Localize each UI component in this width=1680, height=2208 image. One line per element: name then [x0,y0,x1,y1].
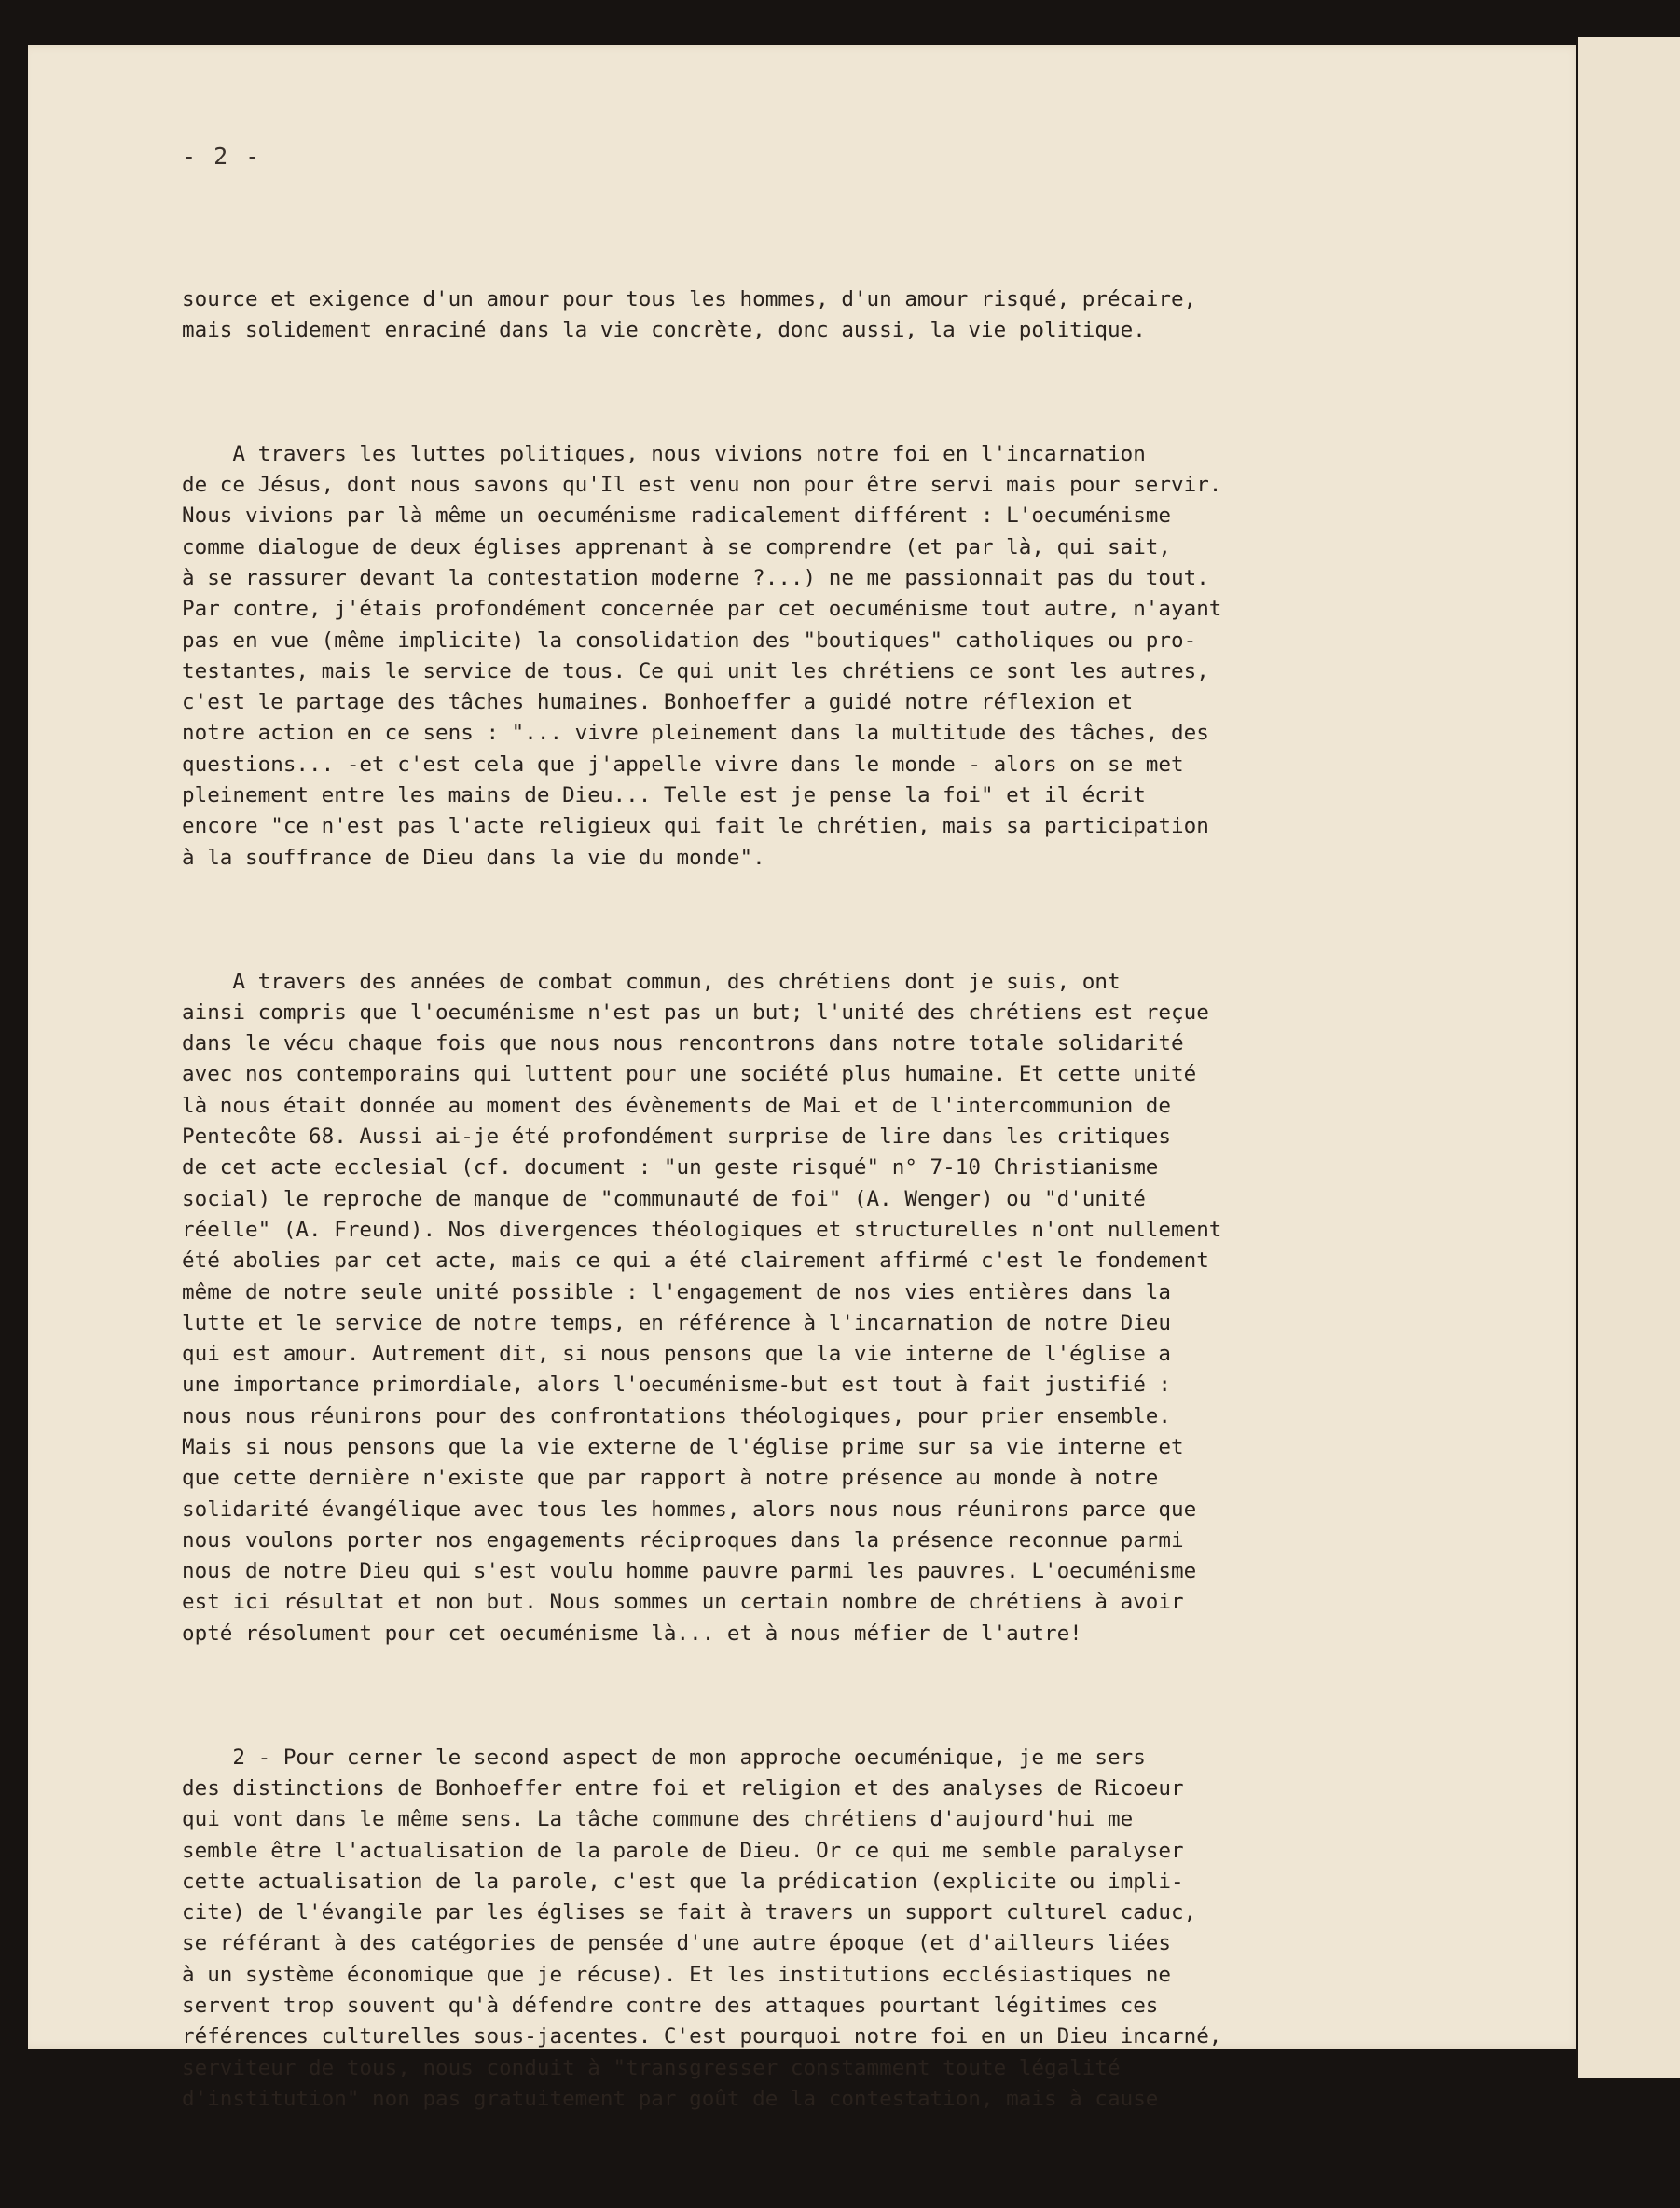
text-line: réelle" (A. Freund). Nos divergences théologiques et structurelles n'ont nullement [182,1217,1222,1242]
paragraph-3 [182,967,1506,1650]
adjacent-page-edge [1576,37,1680,2078]
text-line: A travers des années de combat commun, des chrétiens dont je suis, ont [182,969,1121,994]
text-line: de cet acte ecclesial (cf. document : "un geste risqué" n° 7-10 Christianisme [182,1155,1159,1180]
text-line: semble être l'actualisation de la parole de Dieu. Or ce qui me semble paralyser [182,1838,1184,1863]
text-line: même de notre seule unité possible : l'engagement de nos vies entières dans la [182,1279,1172,1304]
text-line: cite) de l'évangile par les églises se fait à travers un support culturel caduc, [182,1900,1197,1925]
paragraph-1 [182,284,1506,347]
text-line: Mais si nous pensons que la vie externe de l'église prime sur sa vie interne et [182,1434,1184,1459]
text-line: qui est amour. Autrement dit, si nous pensons que la vie interne de l'église a [182,1342,1172,1367]
text-line: questions... -et c'est cela que j'appelle vivre dans le monde - alors on se met [182,752,1184,777]
text-line: nous nous réunirons pour des confrontations théologiques, pour prier ensemble. [182,1403,1172,1428]
paragraph-4 [182,1743,1506,2116]
text-line: d'institution" non pas gratuitement par goût de la contestation, mais à cause [182,2086,1159,2111]
text-line: ainsi compris que l'oecuménisme n'est pas un but; l'unité des chrétiens est reçue [182,1000,1209,1025]
body-text [182,222,1506,2208]
text-line: des distinctions de Bonhoeffer entre foi et religion et des analyses de Ricoeur [182,1775,1184,1801]
text-line: comme dialogue de deux églises apprenant à se comprendre (et par là, qui sait, [182,534,1172,559]
text-line: c'est le partage des tâches humaines. Bonhoeffer a guidé notre réflexion et [182,690,1134,715]
text-line: se référant à des catégories de pensée d'une autre époque (et d'ailleurs liées [182,1931,1172,1956]
text-line: testantes, mais le service de tous. Ce qui unit les chrétiens ce sont les autres, [182,658,1209,683]
text-line: nous voulons porter nos engagements réciproques dans la présence reconnue parmi [182,1527,1184,1552]
text-line: Pentecôte 68. Aussi ai-je été profondément surprise de lire dans les critiques [182,1125,1172,1150]
text-line: opté résolument pour cet oecuménisme là... et à nous méfier de l'autre! [182,1621,1082,1646]
text-line: qui vont dans le même sens. La tâche commune des chrétiens d'aujourd'hui me [182,1807,1134,1832]
text-line: lutte et le service de notre temps, en référence à l'incarnation de notre Dieu [182,1310,1172,1335]
text-line: à la souffrance de Dieu dans la vie du monde". [182,845,765,870]
paragraph-2 [182,439,1506,874]
text-line: A travers les luttes politiques, nous vivions notre foi en l'incarnation [182,441,1146,466]
text-line: notre action en ce sens : "... vivre pleinement dans la multitude des tâches, des [182,721,1209,746]
text-line: est ici résultat et non but. Nous sommes un certain nombre de chrétiens à avoir [182,1590,1184,1615]
text-line: à se rassurer devant la contestation moderne ?...) ne me passionnait pas du tout. [182,565,1209,590]
page-number: - 2 - [182,143,262,170]
text-line: 2 - Pour cerner le second aspect de mon approche oecuménique, je me sers [182,1745,1146,1770]
text-line: encore "ce n'est pas l'acte religieux qui fait le chrétien, mais sa participation [182,814,1209,839]
text-line: source et exigence d'un amour pour tous les hommes, d'un amour risqué, précaire, [182,286,1197,311]
text-line: mais solidement enraciné dans la vie concrète, donc aussi, la vie politique. [182,317,1146,342]
text-line: que cette dernière n'existe que par rapport à notre présence au monde à notre [182,1466,1159,1491]
text-line: Nous vivions par là même un oecuménisme radicalement différent : L'oecuménisme [182,504,1172,529]
text-line: dans le vécu chaque fois que nous nous rencontrons dans notre totale solidarité [182,1031,1184,1056]
text-line: servent trop souvent qu'à défendre contre des attaques pourtant légitimes ces [182,1994,1159,2019]
text-line: là nous était donnée au moment des évènements de Mai et de l'intercommunion de [182,1093,1172,1118]
text-line: pas en vue (même implicite) la consolidation des "boutiques" catholiques ou pro- [182,628,1197,653]
text-line: solidarité évangélique avec tous les hommes, alors nous nous réunirons parce que [182,1497,1197,1522]
text-line: nous de notre Dieu qui s'est voulu homme pauvre parmi les pauvres. L'oecuménisme [182,1559,1197,1584]
text-line: une importance primordiale, alors l'oecuménisme-but est tout à fait justifié : [182,1373,1172,1398]
text-line: été abolies par cet acte, mais ce qui a été clairement affirmé c'est le fondement [182,1249,1209,1274]
text-line: social) le reproche de manque de "communauté de foi" (A. Wenger) ou "d'unité [182,1186,1146,1211]
text-line: cette actualisation de la parole, c'est que la prédication (explicite ou impli- [182,1869,1184,1894]
text-line: pleinement entre les mains de Dieu... Telle est je pense la foi" et il écrit [182,783,1146,808]
text-line: références culturelles sous-jacentes. C'est pourquoi notre foi en un Dieu incarné, [182,2024,1222,2049]
document-page [28,45,1583,2111]
text-line: à un système économique que je récuse). Et les institutions ecclésiastiques ne [182,1962,1172,1987]
text-line: Par contre, j'étais profondément concernée par cet oecuménisme tout autre, n'ayant [182,597,1222,622]
text-line: serviteur de tous, nous conduit à "transgresser constamment toute légalité [182,2055,1121,2080]
text-line: de ce Jésus, dont nous savons qu'Il est venu non pour être servi mais pour servir. [182,473,1222,498]
text-line: avec nos contemporains qui luttent pour une société plus humaine. Et cette unité [182,1062,1197,1087]
